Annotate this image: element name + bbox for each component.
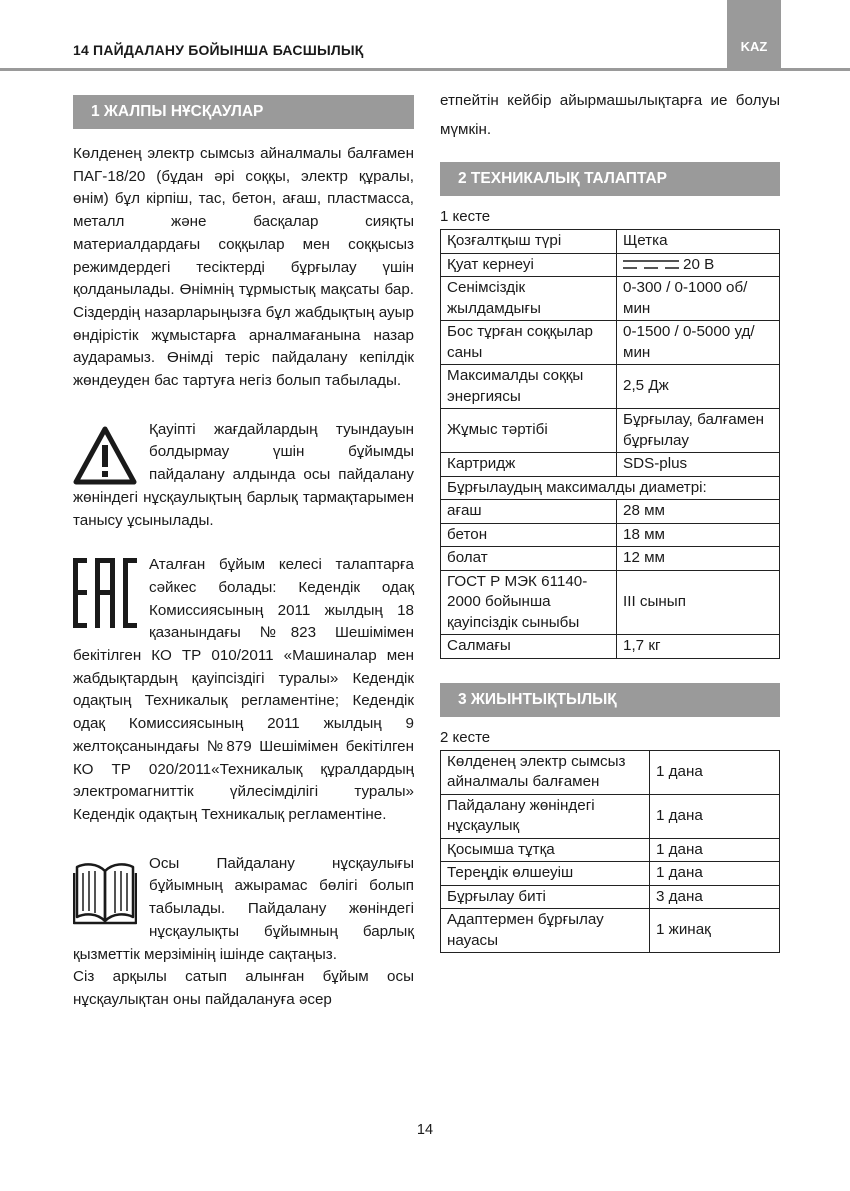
table-row — [441, 409, 780, 453]
manual-text: Осы Пайдалану нұсқаулығы бұйымның ажырамас бөлігі болып табылады. Пайдалану жөніндегі нұсқаулықты бұйымның барлық қызметтік мерзімінің ішінде сақтаңыз. — [73, 854, 414, 963]
warning-text: Қауіпті жағдайлардың туындауын болдырмау үшін бұйымды пайдалану алдында осы пайдалану жөніндегі нұсқаулықтың барлық тармақтарымен танысу ұсынылады. — [73, 420, 414, 529]
kit-qty: 3 дана — [650, 885, 780, 909]
kit-qty: 1 дана — [650, 862, 780, 886]
kit-table — [440, 750, 780, 954]
section-heading-kit: 3 ЖИЫНТЫҚТЫЛЫҚ — [440, 683, 780, 717]
spec-value: 20 В — [683, 255, 715, 273]
spec-value: 18 мм — [617, 523, 780, 547]
spec-label: бетон — [441, 523, 617, 547]
language-tab — [727, 0, 781, 70]
spec-label: Сенімсіздік жылдамдығы — [441, 277, 617, 321]
table-row — [441, 476, 780, 500]
table-row — [441, 635, 780, 659]
eac-text: Аталған бұйым келесі талаптарға сәйкес болады: Кедендік одақ Комиссиясының 2011 жылдың 18 қазанындағы №823 Шешімімен бекітілген КО ТР 010/2011 «Машиналар мен жабдықтардың қауіпсіздігі туралы» Кедендік одақтың Техникалық регламентіне; Кедендік одақ Комиссиясының 2011 жылдың 9 желтоқсанындағы №879 Шешімімен бекітілген КО ТР 020/2011«Техникалық құралдардың электромагниттік үйлесімділігі туралы» Кедендік одақтың Техникалық регламентіне. — [73, 556, 414, 823]
specs-table — [440, 229, 780, 659]
spec-label: Бос тұрған соққылар саны — [441, 321, 617, 365]
table-row — [441, 750, 780, 794]
kit-item: Көлденең электр сымсыз айналмалы балғамен — [441, 750, 650, 794]
table-row — [441, 794, 780, 838]
page-header — [0, 0, 850, 71]
closing-text-part1: Сіз арқылы сатып алынған бұйым осы нұсқаулықтан оны пайдалануға әсер — [73, 968, 414, 1008]
kit-item: Бұрғылау биті — [441, 885, 650, 909]
kit-qty: 1 дана — [650, 750, 780, 794]
header-title: 14 ПАЙДАЛАНУ БОЙЫНША БАСШЫЛЫҚ — [73, 42, 364, 58]
eac-mark-icon — [73, 558, 137, 628]
table-row — [441, 500, 780, 524]
language-label: KAZ — [740, 39, 768, 54]
right-column — [440, 86, 780, 953]
table1-caption: 1 кесте — [440, 208, 491, 225]
table-row — [441, 838, 780, 862]
spec-value-cell — [617, 253, 780, 277]
spec-label: Картридж — [441, 453, 617, 477]
spec-label: Қуат кернеуі — [441, 253, 617, 277]
kit-item: Тереңдік өлшеуіш — [441, 862, 650, 886]
eac-block — [73, 554, 414, 826]
spec-label: ГОСТ Р МЭК 61140-2000 бойынша қауіпсіздік сыныбы — [441, 570, 617, 635]
section-heading-specs: 2 ТЕХНИКАЛЫҚ ТАЛАПТАР — [440, 162, 780, 196]
table-row — [441, 547, 780, 571]
kit-item: Пайдалану жөніндегі нұсқаулық — [441, 794, 650, 838]
kit-item: Адаптермен бұрғылау науасы — [441, 909, 650, 953]
kit-qty: 1 дана — [650, 838, 780, 862]
spec-label: ағаш — [441, 500, 617, 524]
spec-value: Щетка — [617, 230, 780, 254]
table-row — [441, 570, 780, 635]
table2-caption: 2 кесте — [440, 728, 491, 746]
spec-value: III сынып — [617, 570, 780, 635]
table-row — [441, 909, 780, 953]
spec-label: Жұмыс тәртібі — [441, 409, 617, 453]
spec-label: болат — [441, 547, 617, 571]
table-row — [441, 230, 780, 254]
spec-value: 28 мм — [617, 500, 780, 524]
kit-qty: 1 жинақ — [650, 909, 780, 953]
table-row — [441, 321, 780, 365]
spec-value: 0-1500 / 0-5000 уд/мин — [617, 321, 780, 365]
closing-text-part2: етпейтін кейбір айырмашылықтарға ие болуы мүмкін. — [440, 92, 780, 138]
warning-icon — [73, 425, 137, 487]
table-row — [441, 862, 780, 886]
table-row — [441, 885, 780, 909]
manual-block — [73, 853, 414, 967]
spec-label: Қозғалтқыш түрі — [441, 230, 617, 254]
kit-item: Қосымша тұтқа — [441, 838, 650, 862]
dc-voltage-icon — [623, 258, 679, 270]
spec-value: SDS-plus — [617, 453, 780, 477]
table-row — [441, 453, 780, 477]
table-row — [441, 365, 780, 409]
spec-label: Салмағы — [441, 635, 617, 659]
left-column — [73, 95, 414, 1012]
spec-label: Максималды соққы энергиясы — [441, 365, 617, 409]
diameter-header: Бұрғылаудың максималды диаметрі: — [441, 476, 780, 500]
section-heading-general: 1 ЖАЛПЫ НҰСҚАУЛАР — [73, 95, 414, 129]
spec-value: Бұрғылау, балғамен бұрғылау — [617, 409, 780, 453]
kit-qty: 1 дана — [650, 794, 780, 838]
spec-value: 12 мм — [617, 547, 780, 571]
spec-value: 2,5 Дж — [617, 365, 780, 409]
spec-value: 0-300 / 0-1000 об/мин — [617, 277, 780, 321]
open-book-icon — [73, 857, 137, 925]
page-number: 14 — [416, 1122, 434, 1138]
table-row — [441, 277, 780, 321]
spec-value: 1,7 кг — [617, 635, 780, 659]
table-row — [441, 253, 780, 277]
table-row — [441, 523, 780, 547]
warning-block — [73, 419, 414, 533]
intro-paragraph: Көлденең электр сымсыз айналмалы балғамен ПАГ-18/20 (бұдан әрі соққы, электр құралы, өнім) бұл кірпіш, тас, бетон, ағаш, пластмасса, металл және басқалар сияқты материалдардағы соққылар мен соққысыз режимдердегі тесіктерді бұрғылау үшін қолданылады. Өнімнің тұрмыстық мақсаты бар. Сіздердің назарларыңызға бұл жабдықтың ауыр өндірістік жұмыстарға арналмағанына назар аударамыз. Өнімді теріс пайдалану кепілдік жөндеуден бас тартуға негіз болып табылады. — [73, 145, 414, 390]
